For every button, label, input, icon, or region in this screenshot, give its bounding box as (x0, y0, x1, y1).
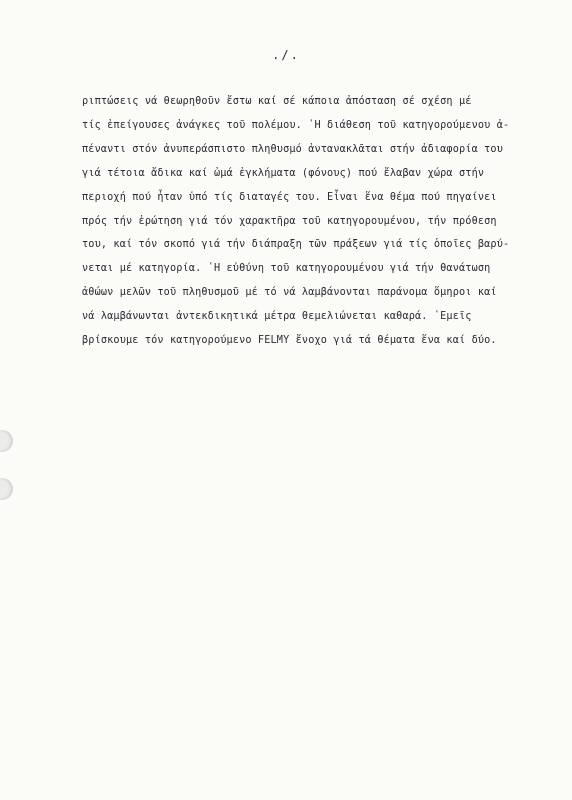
text-line: τίς ἐπείγουσες ἀνάγκες τοῦ πολέμου. ῾Η διάθεση τοῦ κατηγορούμενου ἀ- (82, 119, 510, 131)
text-line: περιοχή πού ἦταν ὑπό τίς διαταγές του. Εἶναι ἕνα θέμα πού πηγαίνει (82, 191, 497, 203)
page-continuation-mark: ./. (272, 48, 300, 62)
text-line: πέναντι στόν ἀνυπεράσπιστο πληθυσμό ἀντανακλᾶται στήν ἀδιαφορία του (82, 143, 503, 155)
text-line: ριπτώσεις νά θεωρηθοῦν ἔστω καί σέ κάποια ἀπόσταση σέ σχέση μέ (82, 96, 472, 107)
text-line: πρός τήν ἐρώτηση γιά τόν χαρακτῆρα τοῦ κατηγορουμένου, τήν πρόθεση (82, 215, 497, 227)
punch-hole (0, 478, 13, 500)
text-line: βρίσκουμε τόν κατηγορούμενο FELMY ἔνοχο γιά τά θέματα ἕνα καί δύο. (82, 335, 497, 347)
text-line: νεται μέ κατηγορία. ῾Η εὐθύνη τοῦ κατηγορουμένου γιά τήν θανάτωση (82, 263, 491, 275)
body-text (82, 90, 532, 353)
text-line: νά λαμβάνωνται ἀντεκδικητικά μέτρα θεμελιώνεται καθαρά. ῾Εμεῖς (82, 311, 472, 323)
text-line: του, καί τόν σκοπό γιά τήν διάπραξη τῶν πράξεων γιά τίς ὁποῖες βαρύ- (82, 239, 510, 251)
punch-hole (0, 430, 13, 452)
text-line: γιά τέτοια ἄδικα καί ὠμά ἐγκλήματα (φόνους) πού ἔλαβαν χώρα στήν (82, 167, 485, 179)
text-line: ἀθώων μελῶν τοῦ πληθυσμοῦ μέ τό νά λαμβάνονται παράνομα ὅμηροι καί (82, 287, 497, 299)
